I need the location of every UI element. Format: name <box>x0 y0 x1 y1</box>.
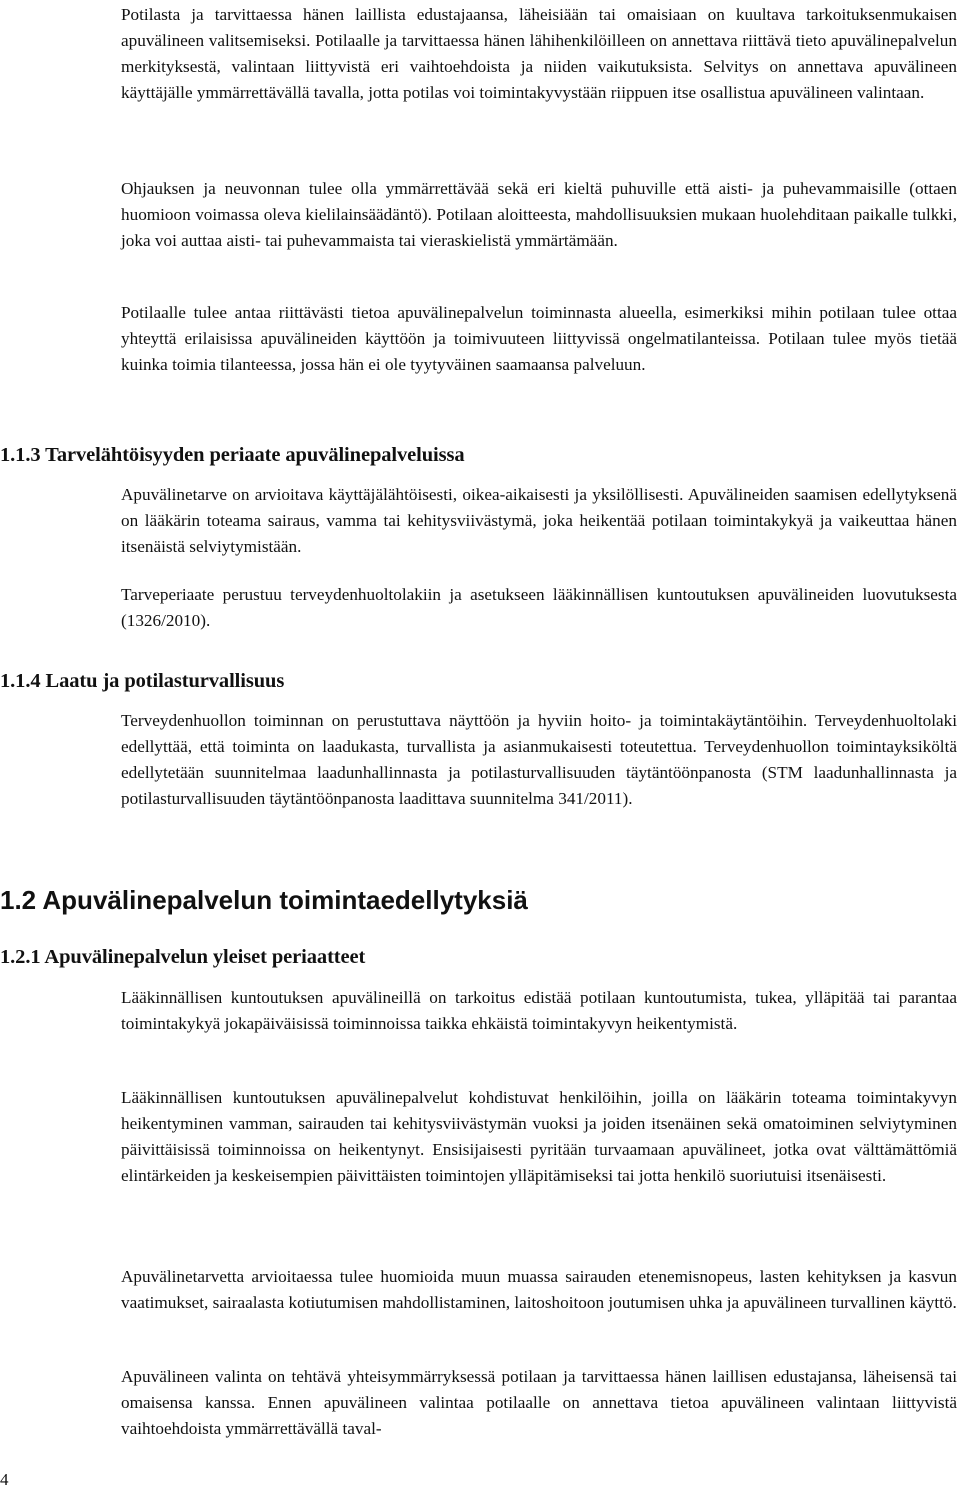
paragraph-target-group: Lääkinnällisen kuntoutuksen apuvälinepalvelut kohdistuvat henkilöihin, joilla on lääkärin toteama toimintakyvyn heikentyminen vamman, sairauden tai kehitysviivästymän vuoksi ja joiden itsenäinen sekä omatoiminen selviytyminen päivittäisissä toiminnoissa on heikentynyt. Ensisijaisesti pyritään turvaamaan apuvälineet, jotka ovat välttämättömiä elintärkeiden ja keskeisempien päivittäisten toimintojen ylläpitämiseksi tai jotta henkilö suoriutuisi itsenäisesti. <box>121 1088 957 1185</box>
paragraph-selection: Apuvälineen valinta on tehtävä yhteisymmärryksessä potilaan ja tarvittaessa hänen laillisen edustajansa, läheisensä tai omaisensa kanssa. Ennen apuvälineen valintaa potilaalle on annettava tietoa apuvälineen valintaan liittyvistä vaihtoehdoista ymmärrettävällä taval- <box>121 1367 957 1438</box>
paragraph-quality: Terveydenhuollon toiminnan on perustuttava näyttöön ja hyviin hoito- ja toimintakäytäntöihin. Terveydenhuoltolaki edellyttää, että toiminta on laadukasta, turvallista ja asianmukaisesti toteutettua. Terveydenhuollon toimintayksiköltä edellytetään suunnitelmaa laadunhallinnasta ja potilasturvallisuuden täytäntöönpanosta (STM laadunhallinnasta ja potilasturvallisuuden täytäntöönpanosta laadittava suunnitelma 341/2011). <box>121 711 957 808</box>
heading-1-1-3: 1.1.3 Tarvelähtöisyyden periaate apuvälinepalveluissa <box>0 444 465 466</box>
heading-1-2: 1.2 Apuvälinepalvelun toimintaedellytyksiä <box>0 885 528 915</box>
paragraph-evaluation: Apuvälinetarvetta arvioitaessa tulee huomioida muun muassa sairauden etenemisnopeus, lasten kehityksen ja kasvun vaatimukset, sairaalasta kotiutumisen mahdollistaminen, laitoshoitoon joutumisen uhka ja apuvälineen turvallinen käyttö. <box>121 1267 957 1312</box>
paragraph-need-assessment: Apuvälinetarve on arvioitava käyttäjälähtöisesti, oikea-aikaisesti ja yksilöllisesti. Apuvälineiden saamisen edellytyksenä on lääkärin toteama sairaus, vamma tai kehitysviivästymä, joka heikentää potilaan toimintakykyä ja vaikeuttaa hänen itsenäistä selviytymistään. <box>121 485 957 556</box>
paragraph-patient-hearing: Potilasta ja tarvittaessa hänen laillista edustajaansa, läheisiään tai omaisiaan on kuultava tarkoituksenmukaisen apuvälineen valitsemiseksi. Potilaalle ja tarvittaessa hänen lähihenkilöilleen on annettava riittävä tieto apuvälinepalvelun merkityksestä, valintaan liittyvistä eri vaihtoehdoista ja niiden vaikutuksista. Selvitys on annettava apuvälineen käyttäjälle ymmärrettävällä tavalla, jotta potilas voi toimintakyvystään riippuen itse osallistua apuvälineen valintaan. <box>121 5 957 102</box>
paragraph-information: Potilaalle tulee antaa riittävästi tietoa apuvälinepalvelun toiminnasta alueella, esimerkiksi mihin potilaan tulee ottaa yhteyttä erilaisissa apuvälineiden käyttöön ja toimivuuteen liittyvissä ongelmatilanteissa. Potilaan tulee myös tietää kuinka toimia tilanteessa, jossa hän ei ole tyytyväinen saamaansa palveluun. <box>121 303 957 374</box>
heading-1-1-4: 1.1.4 Laatu ja potilasturvallisuus <box>0 670 285 692</box>
heading-1-2-1: 1.2.1 Apuvälinepalvelun yleiset periaatteet <box>0 946 366 968</box>
paragraph-purpose: Lääkinnällisen kuntoutuksen apuvälineillä on tarkoitus edistää potilaan kuntoutumista, tukea, ylläpitää tai parantaa toimintakykyä jokapäiväisissä toiminnoissa taikka ehkäistä toimintakyvyn heikentymistä. <box>121 988 957 1033</box>
paragraph-guidance: Ohjauksen ja neuvonnan tulee olla ymmärrettävää sekä eri kieltä puhuville että aisti- ja puhevammaisille (ottaen huomioon voimassa oleva kielilainsäädäntö). Potilaan aloitteesta, mahdollisuuksien mukaan huolehditaan paikalle tulkki, joka voi auttaa aisti- tai puhevammaista tai vieraskielistä ymmärtämään. <box>121 179 957 250</box>
paragraph-need-principle: Tarveperiaate perustuu terveydenhuoltolakiin ja asetukseen lääkinnällisen kuntoutuksen apuvälineiden luovutuksesta (1326/2010). <box>121 585 957 630</box>
page-number: 4 <box>0 1470 9 1489</box>
